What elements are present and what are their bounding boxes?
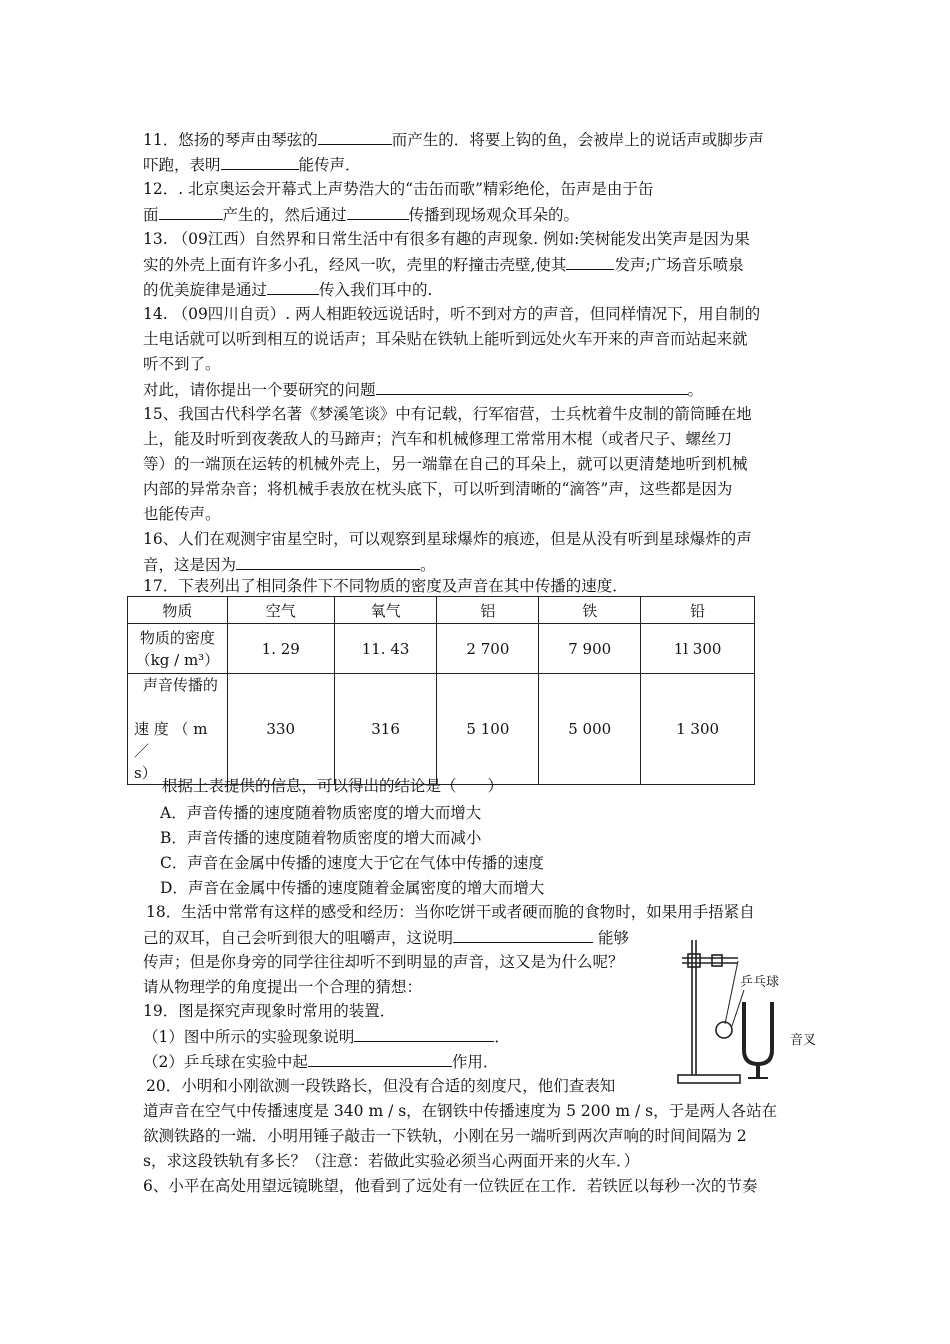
table-row-speed <box>128 674 755 785</box>
q16-line2: 音，这是因为 。 <box>143 552 815 578</box>
answer-blank[interactable] <box>267 277 319 295</box>
q12-line2: 面 产生的，然后通过 传播到现场观众耳朵的。 <box>143 202 815 228</box>
q14-line2: 土电话就可以听到相互的说话声；耳朵贴在铁轨上能听到远处火车开来的声音而站起来就 <box>143 330 748 348</box>
q18-line4: 请从物理学的角度提出一个合理的猜想： <box>143 978 423 996</box>
table-cell: 1l 300 <box>641 624 755 674</box>
q15-line4: 内部的异常杂音；将机械手表放在枕头底下，可以听到清晰的“滴答”声，这些都是因为 <box>143 480 733 498</box>
q18-line1: 18．生活中常常有这样的感受和经历：当你吃饼干或者硬而脆的食物时，如果用手捂紧自 <box>146 903 755 921</box>
answer-blank[interactable] <box>236 552 420 570</box>
answer-blank[interactable] <box>159 202 223 220</box>
q14-line1: 14. （09四川自贡）. 两人相距较远说话时，听不到对方的声音，但同样情况下，用自制的 <box>143 305 761 323</box>
answer-blank[interactable] <box>566 252 614 270</box>
q15-line3: 等）的一端顶在运转的机械外壳上，另一端靠在自己的耳朵上，就可以更清楚地听到机械 <box>143 455 748 473</box>
q11-line2: 吓跑，表明 能传声． <box>143 152 815 178</box>
q19-line3: （2）乒乓球在实验中起 作用． <box>143 1049 815 1075</box>
q20-line2: 道声音在空气中传播速度是 340 m / s，在钢铁中传播速度为 5 200 m / s，于是两人各站在 <box>143 1102 778 1120</box>
q19-line1: 19．图是探究声现象时常用的装置． <box>143 1002 396 1020</box>
table-cell: 1. 29 <box>227 624 334 674</box>
ping-pong-ball <box>716 1022 732 1038</box>
table-header-cell: 氧气 <box>334 597 437 624</box>
q15-line5: 也能传声。 <box>143 505 221 523</box>
answer-blank[interactable] <box>354 1024 494 1042</box>
q20-line3: 欲测铁路的一端．小明用锤子敲击一下铁轨，小刚在另一端听到两次声响的时间间隔为 2 <box>143 1127 747 1145</box>
q12-line1: 12．. 北京奥运会开幕式上声势浩大的“击缶而歌”精彩绝伦，缶声是由于缶 <box>143 180 654 198</box>
table-header-cell: 铝 <box>437 597 539 624</box>
q11-line1: 11．悠扬的琴声由琴弦的 而产生的．将要上钩的鱼，会被岸上的说话声或脚步声 <box>143 127 815 153</box>
table-cell: 7 900 <box>539 624 641 674</box>
table-header-cell: 铁 <box>539 597 641 624</box>
q17-question: 根据上表提供的信息，可以得出的结论是（ ） <box>162 777 504 795</box>
tuning-fork <box>744 1002 772 1064</box>
q13-line1: 13. （09江西）自然界和日常生活中有很多有趣的声现象. 例如:笑树能发出笑声是因为果 <box>143 230 750 248</box>
row-label-density: 物质的密度 （kg / m³） <box>128 624 228 674</box>
answer-blank[interactable] <box>453 925 593 943</box>
q6-line1: 6、小平在高处用望远镜眺望，他看到了远处有一位铁匠在工作．若铁匠以每秒一次的节奏 <box>143 1177 758 1195</box>
tuning-fork-figure <box>672 932 832 1092</box>
table-header-cell: 空气 <box>227 597 334 624</box>
q18-line3: 传声；但是你身旁的同学往往却听不到明显的声音，这又是为什么呢？ <box>143 953 624 971</box>
q14-line3: 听不到了。 <box>143 355 221 373</box>
answer-blank[interactable] <box>347 202 409 220</box>
q20-line1: 20．小明和小刚欲测一段铁路长，但没有合适的刻度尺，他们查表知 <box>146 1077 616 1095</box>
table-header-row <box>128 597 755 624</box>
q16-line1: 16、人们在观测宇宙星空时，可以观察到星球爆炸的痕迹，但是从没有听到星球爆炸的声 <box>143 530 752 548</box>
row-label-speed: 声音传播的 速 度 （ m ／ s） <box>128 674 228 785</box>
q17-intro: 17．下表列出了相同条件下不同物质的密度及声音在其中传播的速度． <box>143 577 628 595</box>
table-header-cell: 物质 <box>128 597 228 624</box>
q15-line2: 上，能及时听到夜袭敌人的马蹄声；汽车和机械修理工常常用木棍（或者尺子、螺丝刀 <box>143 430 733 448</box>
label-tuning-fork: 音叉 <box>790 1033 817 1048</box>
answer-blank[interactable] <box>376 377 688 395</box>
q14-line4: 对此，请你提出一个要研究的问题 。 <box>143 377 815 403</box>
density-speed-table <box>127 596 755 785</box>
answer-blank[interactable] <box>308 1049 452 1067</box>
q18-line2: 己的双耳，自己会听到很大的咀嚼声，这说明 能够 <box>143 925 815 951</box>
answer-blank[interactable] <box>318 127 392 145</box>
table-cell: 5 100 <box>437 674 539 785</box>
table-cell: 1 300 <box>641 674 755 785</box>
option-a[interactable]: A．声音传播的速度随着物质密度的增大而增大 <box>160 804 482 822</box>
table-row-density <box>128 624 755 674</box>
q20-line4: s，求这段铁轨有多长？（注意：若做此实验必须当心两面开来的火车．） <box>143 1152 640 1170</box>
table-cell: 2 700 <box>437 624 539 674</box>
table-cell: 5 000 <box>539 674 641 785</box>
label-ping-pong-ball: 乒乓球 <box>740 975 780 990</box>
option-b[interactable]: B．声音传播的速度随着物质密度的增大而减小 <box>160 829 482 847</box>
q15-line1: 15、我国古代科学名著《梦溪笔谈》中有记载，行军宿营，士兵枕着牛皮制的箭筒睡在地 <box>143 405 752 423</box>
table-cell: 330 <box>227 674 334 785</box>
q13-line3: 的优美旋律是通过 传入我们耳中的. <box>143 277 815 303</box>
table-cell: 11. 43 <box>334 624 437 674</box>
q13-line2: 实的外壳上面有许多小孔，经风一吹，壳里的籽撞击壳壁,使其 发声;广场音乐喷泉 <box>143 252 815 278</box>
table-header-cell: 铅 <box>641 597 755 624</box>
option-c[interactable]: C．声音在金属中传播的速度大于它在气体中传播的速度 <box>160 854 544 872</box>
answer-blank[interactable] <box>221 152 299 170</box>
option-d[interactable]: D．声音在金属中传播的速度随着金属密度的增大而增大 <box>160 879 545 897</box>
q19-line2: （1）图中所示的实验现象说明 ． <box>143 1024 815 1050</box>
table-cell: 316 <box>334 674 437 785</box>
